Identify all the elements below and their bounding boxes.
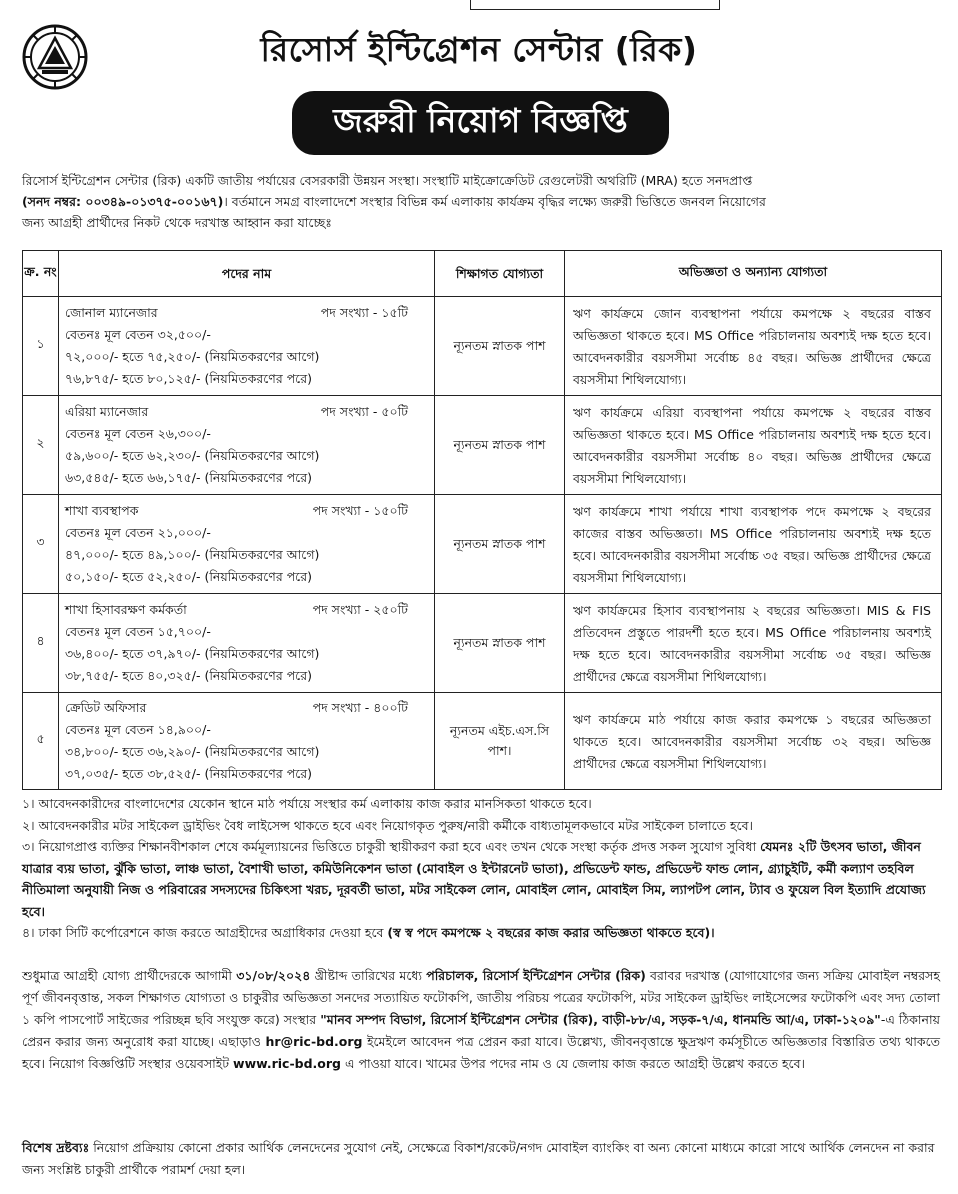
table-row — [23, 396, 942, 495]
special-note-text: নিয়োগ প্রক্রিয়ায় কোনো প্রকার আর্থিক লেনদেনের সুযোগ নেই, সেক্ষেত্রে বিকাশ/রকেট/নগদ মোবাইল ব্যাংকিং বা অন্য কোনো মাধ্যমে কারো সাথে আর্থিক লেনদেন না করার জন্য সংশ্লিষ্ট চাকুরী প্রার্থীকে পরামর্শ দেয়া হল। — [22, 1140, 935, 1177]
post-title: এরিয়া ম্যানেজার — [65, 404, 149, 419]
education-requirement: ন্যূনতম স্নাতক পাশ — [435, 495, 565, 594]
salary-after-regular: ৭৬,৮৭৫/- হতে ৮০,১২৫/- (নিয়মিতকরণের পরে) — [65, 371, 312, 386]
education-requirement: ন্যূনতম এইচ.এস.সি পাশ। — [435, 693, 565, 790]
intro-paragraph — [22, 170, 940, 233]
application-instructions — [22, 965, 940, 1075]
intro-line-2-text: । বর্তমানে সমগ্র বাংলাদেশে সংস্থার বিভিন্ন কর্ম এলাকায় কার্যক্রম বৃদ্ধির লক্ষ্যে জরুরী ভিত্তিতে জনবল নিয়োগের — [223, 194, 766, 209]
education-requirement: ন্যূনতম স্নাতক পাশ — [435, 594, 565, 693]
special-note — [22, 1137, 940, 1181]
salary-basic: বেতনঃ মূল বেতন ২১,০০০/- — [65, 525, 211, 540]
post-count: পদ সংখ্যা - ২৫০টি — [312, 602, 408, 617]
intro-line-2 — [22, 191, 940, 212]
table-row — [23, 693, 942, 790]
table-row — [23, 594, 942, 693]
post-count: পদ সংখ্যা - ৪০০টি — [312, 700, 408, 715]
experience-requirement: ঋণ কার্যক্রমের হিসাব ব্যবস্থাপনায় ২ বছরের অভিজ্ঞতা। MIS & FIS প্রতিবেদন প্রস্তুতে পারদর্শী হতে হবে। MS Office পরিচালনায় অবশ্যই দক্ষ হতে হবে। আবেদনকারীর বয়সসীমা সর্বোচ্চ ৩৫ বছর। অভিজ্ঞ প্রার্থীদের ক্ষেত্রে বয়সসীমা শিথিলযোগ্য। — [565, 594, 942, 693]
term-item-1: ১। আবেদনকারীদের বাংলাদেশের যেকোন স্থানে মাঠ পর্যায়ে সংস্থার কর্ম এলাকায় কাজ করার মানসিকতা থাকতে হবে। — [22, 796, 592, 811]
post-cell — [59, 495, 435, 594]
salary-before-regular: ৫৯,৬০০/- হতে ৬২,২৩০/- (নিয়মিতকরণের আগে) — [65, 448, 320, 463]
post-count: পদ সংখ্যা - ৫০টি — [320, 404, 408, 419]
post-cell — [59, 693, 435, 790]
notice-banner — [292, 91, 669, 155]
vacancy-table — [22, 250, 942, 790]
website-link[interactable]: www.ric-bd.org — [233, 1056, 341, 1071]
salary-after-regular: ৩৭,০৩৫/- হতে ৩৮,৫২৫/- (নিয়মিতকরণের পরে) — [65, 766, 312, 781]
experience-requirement: ঋণ কার্যক্রমে এরিয়া ব্যবস্থাপনা পর্যায়ে কমপক্ষে ২ বছরের বাস্তব অভিজ্ঞতা থাকতে হবে। MS Office পরিচালনায় অবশ্যই দক্ষ হতে হবে। আবেদনকারীর বয়সসীমা সর্বোচ্চ ৪০ বছর। অভিজ্ঞ প্রার্থীদের ক্ষেত্রে বয়সসীমা শিথিলযোগ্য। — [565, 396, 942, 495]
salary-before-regular: ৪৭,০০০/- হতে ৪৯,১০০/- (নিয়মিতকরণের আগে) — [65, 547, 320, 562]
row-serial: ২ — [23, 396, 59, 495]
intro-line-3: জন্য আগ্রহী প্রার্থীদের নিকট থেকে দরখাস্ত আহ্বান করা যাচ্ছেঃ — [22, 215, 332, 230]
post-count: পদ সংখ্যা - ১৫টি — [320, 305, 408, 320]
row-serial: ১ — [23, 297, 59, 396]
post-title: ক্রেডিট অফিসার — [65, 700, 147, 715]
application-deadline: ৩১/০৮/২০২৪ — [236, 968, 311, 983]
experience-requirement: ঋণ কার্যক্রমে মাঠ পর্যায়ে কাজ করার কমপক্ষে ১ বছরের অভিজ্ঞতা থাকতে হবে। আবেদনকারীর বয়সসীমা সর্বোচ্চ ৩২ বছর। অভিজ্ঞ প্রার্থীদের ক্ষেত্রে বয়সসীমা শিথিলযোগ্য। — [565, 693, 942, 790]
license-number: (সনদ নম্বর: ০০৩৪৯-০১৩৭৫-০০১৬৭) — [22, 194, 224, 209]
salary-before-regular: ৩৪,৮০০/- হতে ৩৬,২৯০/- (নিয়মিতকরণের আগে) — [65, 744, 320, 759]
apply-text-5: ইমেইলে আবেদন পত্র প্রেরন করা যাবে। উল্লেখ্য, জীবনবৃত্তান্তে ক্ষুদ্রঋণ কর্মসূচীতে অভিজ্ঞতার বিস্তারিত তথ্য থাকতে হবে। নিয়োগ বিজ্ঞপ্তিটি সংস্থার ওয়েবসাইট — [22, 1034, 940, 1071]
education-requirement: ন্যূনতম স্নাতক পাশ — [435, 297, 565, 396]
term-item-3-text: ৩। নিয়োগপ্রাপ্ত ব্যক্তির শিক্ষানবীশকাল শেষে কর্মমূল্যায়নের ভিত্তিতে চাকুরী স্থায়ীকরণ করা হবে এবং তখন থেকে সংস্থা কর্তৃক প্রদত্ত সকল সুযোগ সুবিধা — [22, 839, 757, 854]
apply-text-6: এ পাওয়া যাবে। খামের উপর পদের নাম ও যে জেলায় কাজ করতে আগ্রহী উল্লেখ করতে হবে। — [341, 1056, 805, 1071]
row-serial: ৩ — [23, 495, 59, 594]
intro-line-1: রিসোর্স ইন্টিগ্রেশন সেন্টার (রিক) একটি জাতীয় পর্যায়ের বেসরকারী উন্নয়ন সংস্থা। সংস্থাটি মাইক্রোক্রেডিট রেগুলেটরী অথরিটি (MRA) হতে সনদপ্রাপ্ত — [22, 173, 753, 188]
notice-banner-text: জরুরী নিয়োগ বিজ্ঞপ্তি — [333, 101, 628, 140]
apply-text-3: বরাবর দরখাস্ত (যোগাযোগের জন্য সক্রিয় মোবাইল নম্বরসহ পূর্ণ জীবনবৃত্তান্ত, সকল শিক্ষাগত যোগ্যতা ও চাকুরীর অভিজ্ঞতা সনদের সত্যায়িত ফটোকপি, জাতীয় পরিচয় পত্রের ফটোকপি, মটর সাইকেল ড্রাইভিং লাইসেন্সের ফটোকপি এবং সদ্য তোলা ১ কপি পাসপোর্ট সাইজের পরিচ্ছন্ন ছবি সংযুক্ত করে) সংস্থার — [22, 968, 940, 1027]
salary-before-regular: ৭২,০০০/- হতে ৭৫,২৫০/- (নিয়মিতকরণের আগে) — [65, 349, 320, 364]
header-post-name: পদের নাম — [59, 251, 435, 297]
salary-after-regular: ৩৮,৭৫৫/- হতে ৪০,৩২৫/- (নিয়মিতকরণের পরে) — [65, 668, 312, 683]
education-requirement: ন্যূনতম স্নাতক পাশ — [435, 396, 565, 495]
mailing-address: "মানব সম্পদ বিভাগ, রিসোর্স ইন্টিগ্রেশন সেন্টার (রিক), বাড়ী-৮৮/এ, সড়ক-৭/এ, ধানমন্ডি আ/এ, ঢাকা-১২০৯" — [320, 1012, 881, 1027]
salary-basic: বেতনঃ মূল বেতন ৩২,৫০০/- — [65, 327, 211, 342]
terms-list — [22, 793, 940, 944]
post-title: শাখা ব্যবস্থাপক — [65, 503, 139, 518]
header-education: শিক্ষাগত যোগ্যতা — [435, 251, 565, 297]
salary-before-regular: ৩৬,৪০০/- হতে ৩৭,৯৭০/- (নিয়মিতকরণের আগে) — [65, 646, 320, 661]
term-item-3 — [22, 836, 940, 922]
experience-requirement: ঋণ কার্যক্রমে শাখা পর্যায়ে শাখা ব্যবস্থাপক পদে কমপক্ষে ২ বছরের কাজের বাস্তব অভিজ্ঞতা। MS Office পরিচালনায় অবশ্যই দক্ষ হতে হবে। আবেদনকারীর বয়সসীমা সর্বোচ্চ ৩৫ বছর। অভিজ্ঞ প্রার্থীদের ক্ষেত্রে বয়সসীমা শিথিলযোগ্য। — [565, 495, 942, 594]
organization-title: রিসোর্স ইন্টিগ্রেশন সেন্টার (রিক) — [260, 30, 698, 69]
post-title: শাখা হিসাবরক্ষণ কর্মকর্তা — [65, 602, 187, 617]
salary-basic: বেতনঃ মূল বেতন ১৪,৯০০/- — [65, 722, 211, 737]
email-address[interactable]: hr@ric-bd.org — [265, 1034, 363, 1049]
apply-text-4: -এ ঠিকানায় প্রেরন করার জন্য অনুরোধ করা যাচ্ছে। এছাড়াও — [22, 1012, 940, 1049]
application-recipient: পরিচালক, রিসোর্স ইন্টিগ্রেশন সেন্টার (রিক) — [426, 968, 646, 983]
post-count: পদ সংখ্যা - ১৫০টি — [312, 503, 408, 518]
salary-after-regular: ৬৩,৫৪৫/- হতে ৬৬,১৭৫/- (নিয়মিতকরণের পরে) — [65, 470, 312, 485]
term-item-2: ২। আবেদনকারীর মটর সাইকেল ড্রাইভিং বৈধ লাইসেন্স থাকতে হবে এবং নিয়োগকৃত পুরুষ/নারী কর্মীকে বাধ্যতামূলকভাবে মটর সাইকেল চালাতে হবে। — [22, 817, 753, 833]
apply-text-2: খ্রীষ্টাব্দ তারিখের মধ্যে — [310, 968, 427, 983]
apply-text-1: শুধুমাত্র আগ্রহী যোগ্য প্রার্থীদেরকে আগামী — [22, 968, 237, 983]
top-cropped-strip — [470, 0, 720, 10]
salary-after-regular: ৫০,১৫০/- হতে ৫২,২৫০/- (নিয়মিতকরণের পরে) — [65, 569, 312, 584]
row-serial: ৪ — [23, 594, 59, 693]
post-cell — [59, 594, 435, 693]
salary-basic: বেতনঃ মূল বেতন ১৫,৭০০/- — [65, 624, 211, 639]
benefits-list: যেমনঃ ২টি উৎসব ভাতা, জীবন যাত্রার ব্যয় ভাতা, ঝুঁকি ভাতা, লাঞ্চ ভাতা, বৈশাখী ভাতা, কমিউনিকেশন ভাতা (মোবাইল ও ইন্টারনেট ভাতা), প্রভিডেন্ট ফান্ড, প্রভিডেন্ট ফান্ড লোন, গ্র্যাচুইটি, কর্মী কল্যাণ তহবিল নীতিমালা অনুযায়ী নিজ ও পরিবারের সদস্যদের চিকিৎসা খরচ, দূরবর্তী ভাতা, মটর সাইকেল লোন, মোবাইল লোন, মোবাইল সিম, ল্যাপটপ লোন, ট্যাব ও ফুয়েল বিল ইত্যাদি প্রযোজ্য হবে। — [22, 839, 926, 919]
post-title: জোনাল ম্যানেজার — [65, 305, 158, 320]
term-item-4 — [22, 922, 940, 944]
term-item-4-text: ৪। ঢাকা সিটি কর্পোরেশনে কাজ করতে আগ্রহীদের অগ্রাধিকার দেওয়া হবে — [22, 925, 384, 940]
post-cell — [59, 396, 435, 495]
term-item-4-condition: (স্ব স্ব পদে কমপক্ষে ২ বছরের কাজ করার অভিজ্ঞতা থাকতে হবে)। — [387, 925, 715, 940]
table-row — [23, 495, 942, 594]
row-serial: ৫ — [23, 693, 59, 790]
experience-requirement: ঋণ কার্যক্রমে জোন ব্যবস্থাপনা পর্যায়ে কমপক্ষে ২ বছরের বাস্তব অভিজ্ঞতা থাকতে হবে। MS Office পরিচালনায় অবশ্যই দক্ষ হতে হবে। আবেদনকারীর বয়সসীমা সর্বোচ্চ ৪৫ বছর। অভিজ্ঞ প্রার্থীদের ক্ষেত্রে বয়সসীমা শিথিলযোগ্য। — [565, 297, 942, 396]
table-header-row — [23, 251, 942, 297]
special-note-label: বিশেষ দ্রষ্টব্যঃ — [22, 1140, 90, 1155]
salary-basic: বেতনঃ মূল বেতন ২৬,৩০০/- — [65, 426, 211, 441]
header-serial: ক্র. নং — [23, 251, 59, 297]
post-cell — [59, 297, 435, 396]
header-experience: অভিজ্ঞতা ও অন্যান্য যোগ্যতা — [565, 251, 942, 297]
table-row — [23, 297, 942, 396]
